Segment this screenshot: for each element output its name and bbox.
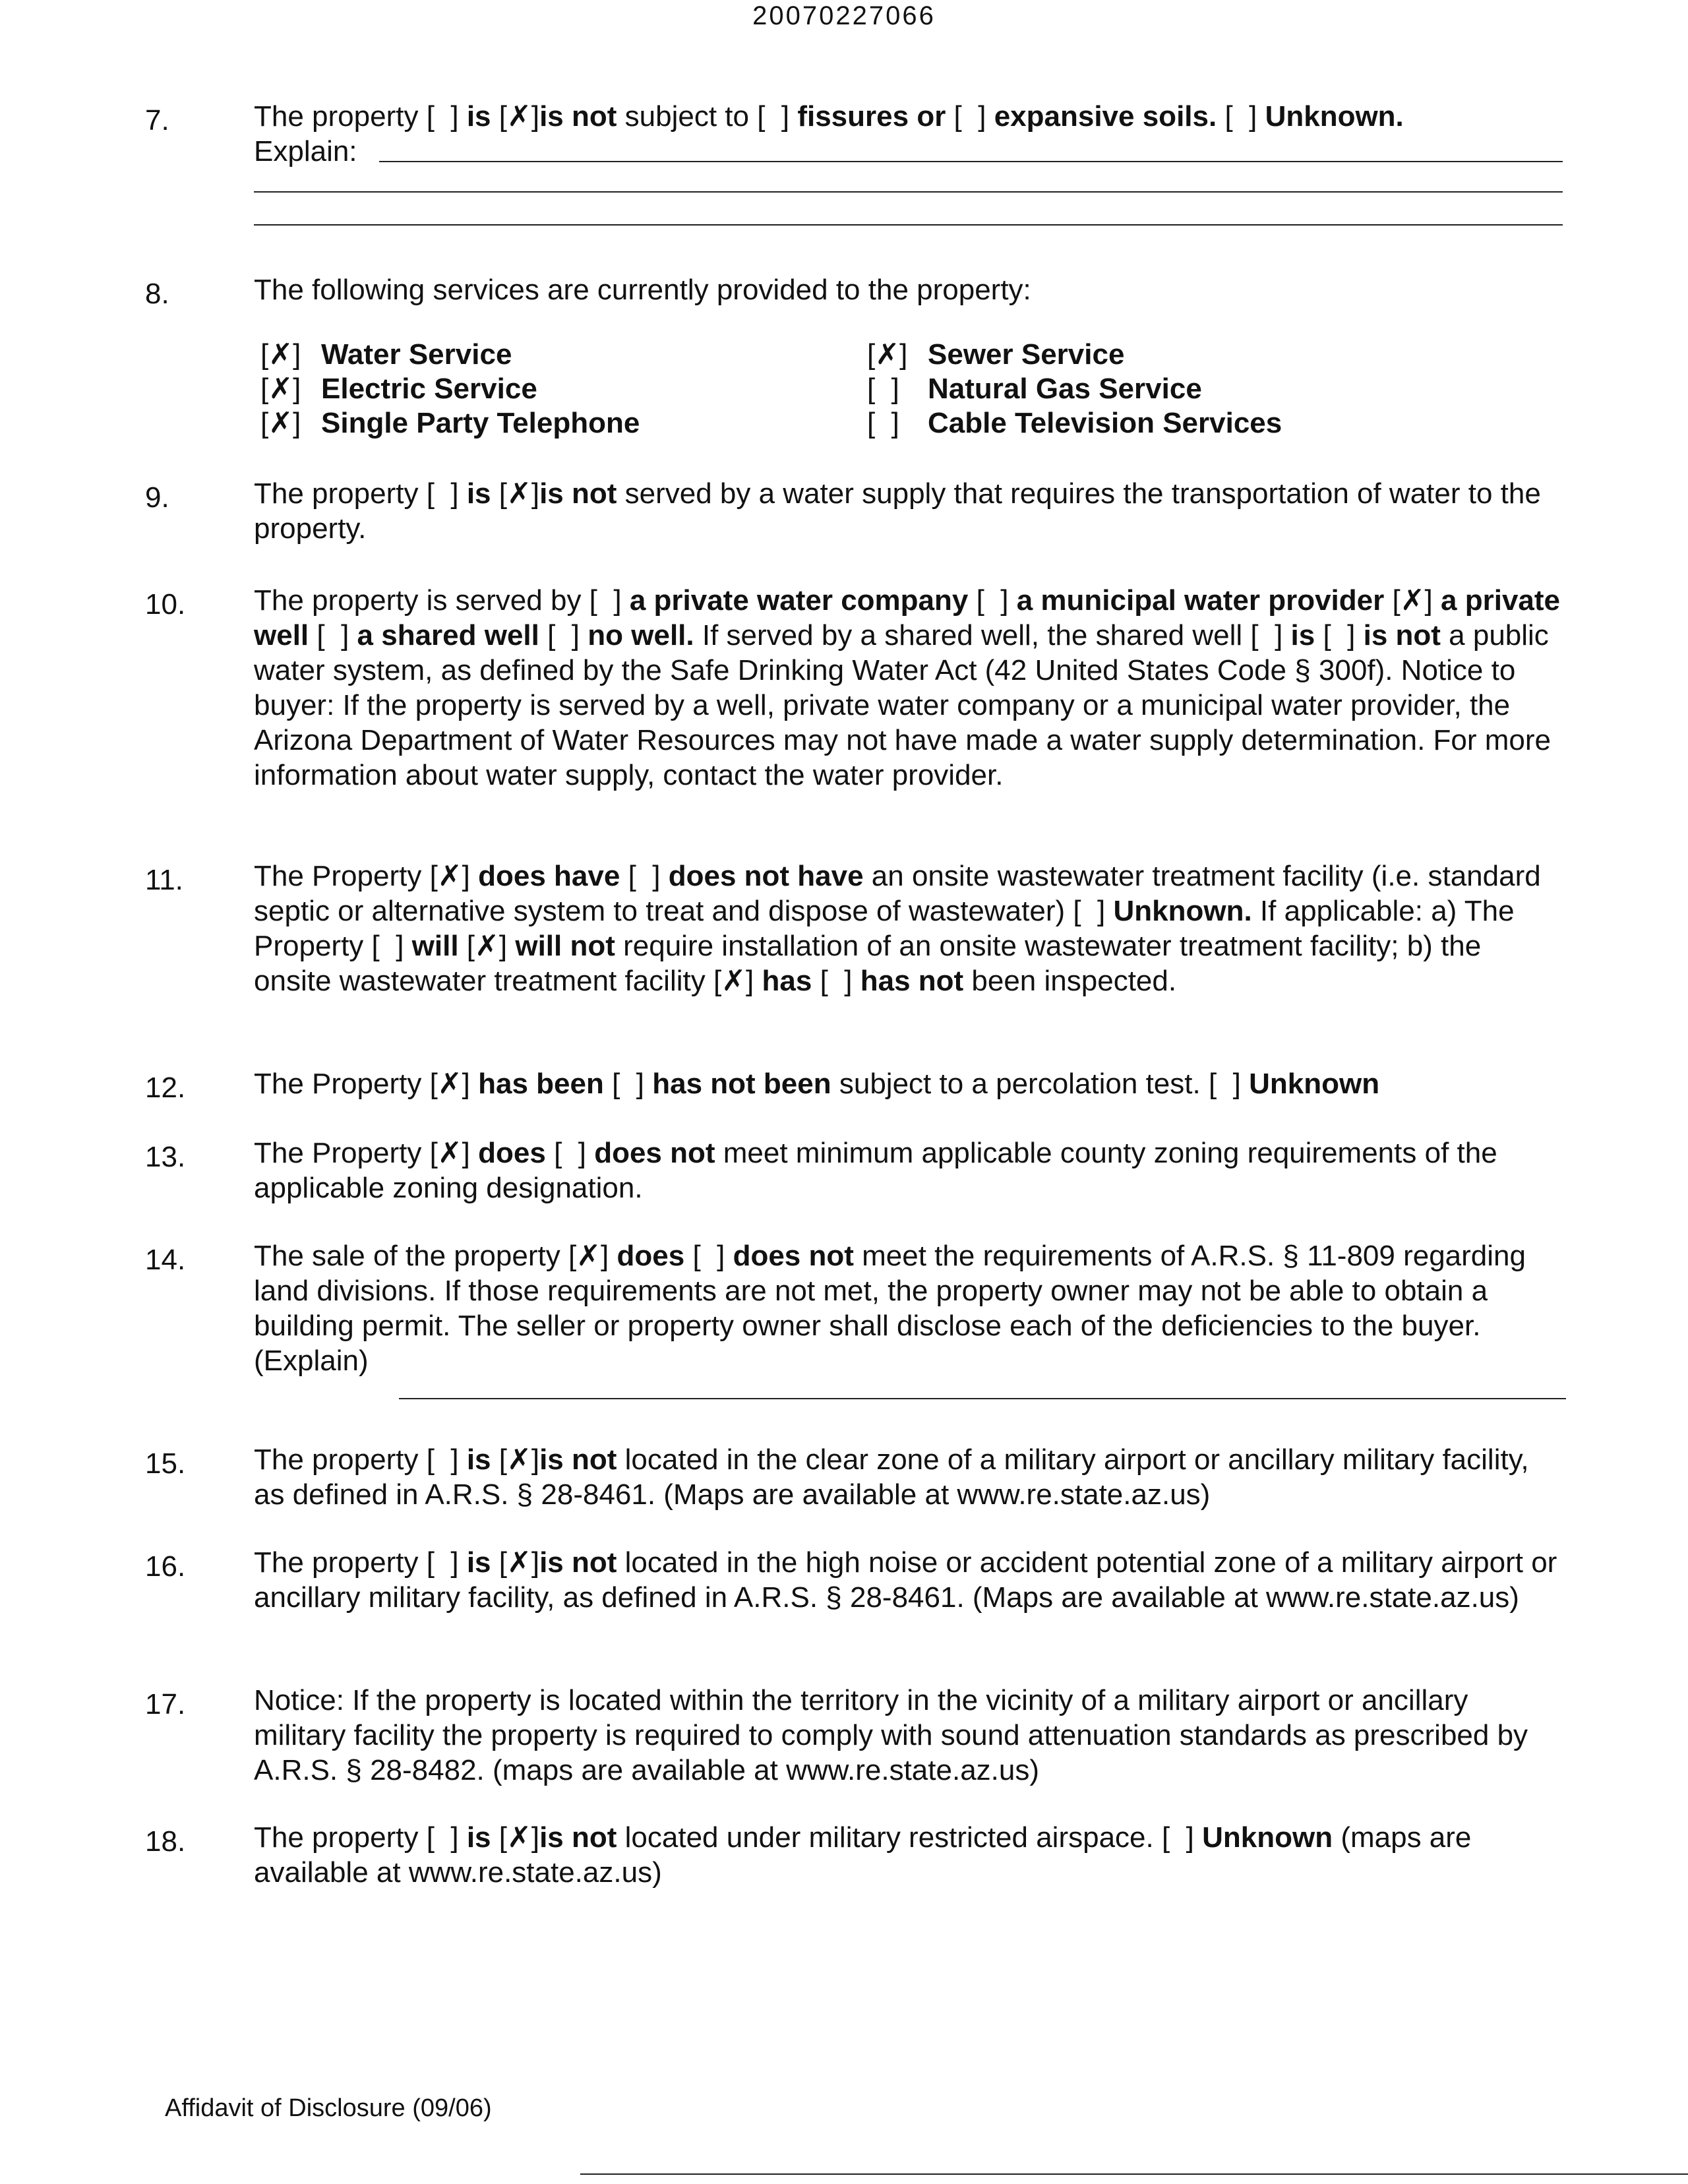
option-is-not: is not [1363,619,1441,652]
item-text: located in the clear zone of a military airport or ancillary military facility, as defined in A.R.S. § 28-8461. (Maps are available at www.re.state.az.us) [254,1443,1529,1511]
checkbox-unknown[interactable]: [ ] [1161,1821,1194,1854]
checkbox-no-well[interactable]: [ ] [547,619,580,652]
checkbox-natural-gas-service[interactable]: [ ] [867,373,899,405]
option-has-not: has not [860,965,964,997]
option-is: is [466,1821,499,1854]
option-shared-well: a shared well [357,619,539,652]
explain-line[interactable] [399,1398,1566,1399]
checkbox-does-have[interactable]: [✗] [429,860,470,892]
option-will: will [411,930,459,962]
service-label: Water Service [321,338,512,371]
service-label: Natural Gas Service [928,373,1202,405]
service-label: Electric Service [321,373,537,405]
checkbox-cable-television[interactable]: [ ] [867,407,899,439]
item-number: 17. [145,1688,186,1720]
item-number: 7. [145,104,169,136]
item-text: If applicable: a) The Property [254,895,1515,962]
option-is-not: is not [539,100,617,133]
option-is-not: is not [539,1546,617,1579]
item-text: (maps are available at www.re.state.az.us) [254,1821,1472,1889]
service-natural-gas [867,371,1202,406]
item-text: require installation of an onsite wastewater treatment facility; b) the onsite wastewater treatment facility [254,930,1482,997]
item-number: 10. [145,588,186,621]
service-label: Cable Television Services [928,407,1282,439]
item-body [254,1136,1563,1205]
item-text: The Property [254,1068,430,1100]
checkbox-is-not[interactable]: [ ] [1323,619,1356,652]
checkbox-shared-well[interactable]: [ ] [316,619,349,652]
checkbox-is[interactable]: [ ] [426,1546,459,1579]
option-will-not: will not [515,930,615,962]
checkbox-does-not[interactable]: [ ] [554,1137,586,1169]
item-text: The property [254,1546,427,1579]
checkbox-is-not[interactable]: [✗] [498,1821,540,1854]
option-is: is [466,1546,499,1579]
option-unknown: Unknown [1249,1068,1380,1100]
option-is: is [466,100,499,133]
item-number: 15. [145,1447,186,1480]
option-fissures: fissures or [797,100,954,133]
checkbox-does-not[interactable]: [ ] [692,1240,725,1272]
item-body [254,1820,1563,1890]
option-does-have: does have [478,860,620,892]
item-text: The Property [254,1137,430,1169]
footer-rule [580,2173,1688,2175]
item-text: The sale of the property [254,1240,568,1272]
checkbox-is-not[interactable]: [✗] [498,1546,540,1579]
checkbox-is-not[interactable]: [✗] [498,1443,540,1476]
checkbox-has-not-been[interactable]: [ ] [612,1068,645,1100]
item-body [254,1442,1563,1512]
service-label: Sewer Service [928,338,1125,371]
services-list [254,337,1563,449]
item-body: Notice: If the property is located within the territory in the vicinity of a military airport or ancillary military facility the property is required to comply with sound attenuation standards as prescribed by A.R.S. § 28-8482. (maps are available at www.re.state.az.us) [254,1684,1528,1786]
item-text: been inspected. [963,965,1177,997]
option-private-well: a private well [254,584,1561,652]
item-body [254,476,1563,546]
service-electric [260,371,537,406]
option-does: does [617,1240,685,1272]
item-number: 18. [145,1825,186,1858]
option-no-well: no well. [588,619,694,652]
item-text: The property is served by [254,584,589,617]
item-text: served by a water supply that requires the transportation of water to the property. [254,477,1541,545]
item-text: subject to [617,100,758,133]
checkbox-is[interactable]: [ ] [426,1443,459,1476]
option-does: does [478,1137,546,1169]
service-telephone [260,406,640,440]
checkbox-fissures[interactable]: [ ] [757,100,790,133]
checkbox-is-not[interactable]: [✗] [498,477,540,510]
item-body [254,1238,1563,1378]
checkbox-private-well[interactable]: [✗] [1392,584,1433,617]
option-has: has [762,965,812,997]
item-body [254,1066,1563,1101]
option-has-been: has been [478,1068,604,1100]
checkbox-unknown[interactable]: [ ] [1208,1068,1241,1100]
checkbox-single-party-telephone[interactable]: [✗] [260,407,301,439]
option-unknown: Unknown [1202,1821,1333,1854]
option-expansive-soils: expansive soils. [994,100,1225,133]
checkbox-is-not[interactable]: [✗] [498,100,540,133]
checkbox-has[interactable]: [✗] [713,965,754,997]
item-text: The Property [254,860,430,892]
service-water [260,337,512,372]
item-number: 8. [145,278,169,310]
checkbox-municipal-water-provider[interactable]: [ ] [976,584,1009,617]
checkbox-expansive-soils[interactable]: [ ] [953,100,986,133]
item-number: 9. [145,481,169,514]
checkbox-is[interactable]: [ ] [426,477,459,510]
option-is: is [1290,619,1323,652]
checkbox-is[interactable]: [ ] [426,100,459,133]
checkbox-is[interactable]: [ ] [1250,619,1283,652]
explain-line[interactable] [254,191,1563,193]
item-text: located in the high noise or accident potential zone of a military airport or ancillary military facility, as defined in A.R.S. § 28-8461. (Maps are available at www.re.state.az.us) [254,1546,1557,1614]
option-is-not: is not [539,1821,617,1854]
checkbox-has-been[interactable]: [✗] [429,1068,470,1100]
checkbox-does[interactable]: [✗] [568,1240,609,1272]
item-text: The property [254,477,427,510]
item-number: 12. [145,1072,186,1104]
option-municipal-water-provider: a municipal water provider [1016,584,1385,617]
explain-label: (Explain) [254,1345,369,1377]
option-is-not: is not [539,477,617,510]
service-label: Single Party Telephone [321,407,640,439]
item-body [254,859,1563,998]
explain-line[interactable] [379,161,1563,162]
checkbox-is[interactable]: [ ] [426,1821,459,1854]
item-text: The property [254,100,427,133]
item-text: located under military restricted airspace. [617,1821,1162,1854]
checkbox-unknown[interactable]: [ ] [1073,895,1106,927]
item-number: 11. [145,864,183,896]
option-does-not-have: does not have [668,860,864,892]
checkbox-electric-service[interactable]: [✗] [260,373,301,405]
item-text: an onsite wastewater treatment facility (i.e. standard septic or alternative system to treat and dispose of wastewater) [254,860,1541,927]
option-unknown: Unknown. [1113,895,1252,927]
option-unknown: Unknown. [1265,100,1404,133]
explain-label: Explain: [254,135,357,167]
option-is: is [466,1443,499,1476]
item-text: The following services are currently provided to the property: [254,274,1031,306]
explain-line[interactable] [254,224,1563,226]
item-body [254,1545,1563,1615]
item-number: 14. [145,1244,186,1276]
item-text: If served by a shared well, the shared well [694,619,1251,652]
item-text: The property [254,1443,427,1476]
checkbox-has-not[interactable]: [ ] [820,965,853,997]
checkbox-does[interactable]: [✗] [429,1137,470,1169]
option-does-not: does not [594,1137,715,1169]
checkbox-sewer-service[interactable]: [✗] [867,338,908,371]
item-text: meet minimum applicable county zoning requirements of the applicable zoning designation. [254,1137,1497,1204]
item-body [254,272,1563,449]
option-private-water-company: a private water company [629,584,969,617]
service-cable-tv [867,406,1282,440]
option-has-not-been: has not been [652,1068,831,1100]
checkbox-private-water-company[interactable]: [ ] [589,584,622,617]
document-number: 20070227066 [752,1,936,30]
checkbox-will[interactable]: [ ] [371,930,404,962]
item-text: a public water system, as defined by the Safe Drinking Water Act (42 United States Code § 300f). Notice to buyer: If the property is served by a well, private water company or a municipal water provider, the Arizona Department of Water Resources may not have made a water supply determination. For more information about water supply, contact the water provider. [254,619,1552,791]
option-is: is [466,477,499,510]
checkbox-does-not-have[interactable]: [ ] [628,860,661,892]
checkbox-water-service[interactable]: [✗] [260,338,301,371]
item-body [254,583,1563,793]
item-text: subject to a percolation test. [831,1068,1209,1100]
option-does-not: does not [733,1240,854,1272]
footer-title: Affidavit of Disclosure (09/06) [165,2094,492,2122]
item-text: meet the requirements of A.R.S. § 11-809 regarding land divisions. If those requirements are not met, the property owner may not be able to obtain a building permit. The seller or property owner shall disclose each of the deficiencies to the buyer. [254,1240,1526,1342]
option-is-not: is not [539,1443,617,1476]
service-sewer [867,337,1124,372]
item-number: 13. [145,1141,186,1173]
checkbox-unknown[interactable]: [ ] [1224,100,1257,133]
checkbox-will-not[interactable]: [✗] [466,930,508,962]
item-text: The property [254,1821,427,1854]
item-body [254,99,1563,169]
item-number: 16. [145,1550,186,1583]
